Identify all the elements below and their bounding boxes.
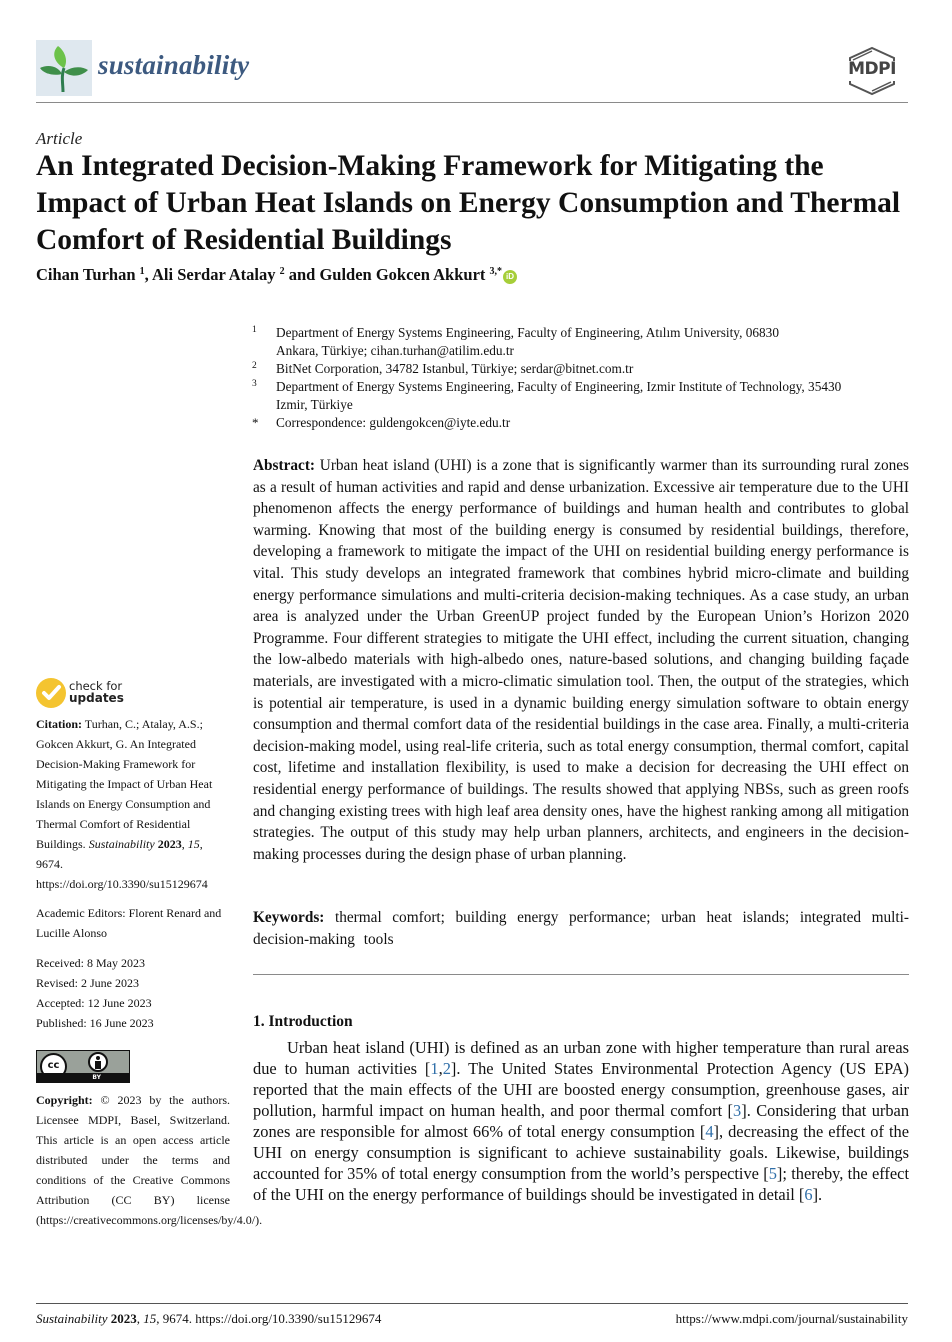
check-updates-line2: updates [69,691,124,705]
attribution-person-icon [88,1052,108,1072]
citation-label: Citation: [36,717,82,731]
citation-volume: 15 [187,837,200,851]
affiliation-text: Department of Energy Systems Engineering, Faculty of Engineering, Izmir Institute of Technology, 35430 Izmir, Türkiye [276,379,842,412]
citation-text: Turhan, C.; Atalay, A.S.; Gokcen Akkurt, G. An Integrated Decision-Making Framework for Mitigating the Impact of Urban Heat Islands on Energy Consumption and Thermal Comfort of Residential Buildings. [36,717,213,851]
publication-dates [36,953,232,1033]
check-updates-line1: check for [69,679,123,693]
author-separator: , [144,265,152,284]
abstract [253,455,909,865]
footer-journal-url[interactable]: https://www.mdpi.com/journal/sustainability [675,1311,908,1326]
journal-name: sustainability [98,50,250,80]
citation-block: Citation: Turhan, C.; Atalay, A.S.; Gokcen Akkurt, G. An Integrated Decision-Making Framework for Mitigating the Impact of Urban Heat Islands on Energy Consumption and Thermal Comfort of Residential Buildings. Sustainability 2023, 15, 9674. https://doi.org/10.3390/su15129674 [36,717,213,891]
academic-editors: Academic Editors: Florent Renard and Lucille Alonso [36,906,222,940]
copyright-text: © 2023 by the authors. Licensee MDPI, Basel, Switzerland. This article is an open access article distributed under the terms and conditions of the Creative Commons Attribution (CC BY) license (https://creativecommons.org/licenses/by/4.0/). [36,1093,263,1227]
reference-link[interactable]: 5 [768,1164,777,1183]
date-received: Received: 8 May 2023 [36,956,145,970]
affiliation-text: Department of Energy Systems Engineering, Faculty of Engineering, Atılım University, 06830 Ankara, Türkiye; cihan.turhan@atilim.edu.tr [276,325,779,358]
check-for-updates-button[interactable] [36,678,156,710]
copyright-label: Copyright: [36,1093,93,1107]
reference-link[interactable]: 6 [804,1185,813,1204]
footer-doi-link[interactable]: , 9674. https://doi.org/10.3390/su15129674 [156,1311,382,1326]
intro-text: ]. Considering that urban zones are responsible for almost 66% of total energy consumption [ [253,1101,910,1141]
intro-text: ]; thereby, the effect of the UHI on the energy performance of buildings should be investigated in detail [ [253,1164,909,1204]
article-title: An Integrated Decision-Making Framework for Mitigating the Impact of Urban Heat Islands on Energy Consumption and Thermal Comfort of Residential Buildings [36,150,901,256]
footer-divider [36,1303,908,1304]
keywords-label: Keywords: [253,909,325,926]
footer-citation: Sustainability 2023, 15, 9674. https://doi.org/10.3390/su15129674 [36,1311,382,1326]
section-divider [253,974,909,975]
author-separator: and [284,265,320,284]
journal-logo [36,40,92,96]
reference-link[interactable]: 4 [705,1122,714,1141]
reference-link[interactable]: 1 [430,1059,439,1078]
author-name[interactable]: Cihan Turhan [36,265,136,284]
mdpi-logo [836,46,908,96]
author-name[interactable]: Gulden Gokcen Akkurt [319,265,486,284]
keywords [253,907,909,950]
affiliations [252,324,912,432]
author-affil-mark: 2 [279,266,285,277]
affiliation-item [252,414,912,432]
affiliation-mark: 1 [252,325,257,335]
reference-link[interactable]: 3 [733,1101,742,1120]
by-label: BY [92,1074,101,1081]
citation-doi-link[interactable]: 9674. https://doi.org/10.3390/su15129674 [36,857,208,891]
leaf-sprout-icon [36,40,92,96]
intro-text: ]. The United States Environmental Protection Agency (US EPA) reported that the main effects of the UHI are boosted energy consumption, greenhouse gases, air pollution, harmful impact on human health, and poor thermal comfort [ [253,1059,909,1120]
affiliation-item [252,378,912,414]
author-name[interactable]: Ali Serdar Atalay [152,265,276,284]
affiliation-item [252,324,912,360]
author-affil-mark: 3,* [489,266,503,277]
citation-year: 2023 [157,837,182,851]
reference-link[interactable]: 2 [442,1059,451,1078]
footer-volume: 15 [143,1311,157,1326]
copyright-notice [36,1090,263,1230]
keywords-text: thermal comfort; building energy performance; urban heat islands; integrated multi-decision-making tools [253,909,909,948]
intro-text: , [438,1059,443,1078]
check-badge-icon [36,678,66,708]
introduction-paragraph [253,1037,909,1205]
date-published: Published: 16 June 2023 [36,1016,154,1030]
abstract-text: Urban heat island (UHI) is a zone that is significantly warmer than its surrounding rural zones as a result of human activities and rapid and dense urbanization. Excessive air temperature due to the UHI phenomenon affects the energy performance of buildings and human health and contributes to global warming. Knowing that most of the building energy is consumed by residential buildings, therefore, developing a framework to mitigate the impact of the UHI on residential building energy performance is vital. This study develops an integrated framework that combines hybrid micro-climate and building energy performance simulations and multi-criteria decision-making techniques. As a case study, an urban area is analyzed under the Urban GreenUP project funded by the European Union’s Horizon 2020 Programme. Four different strategies to mitigate the UHI effect, including the current situation, changing the low-albedo materials with high-albedo ones, nature-based solutions, and changing building façade materials, are investigated with a micro-climatic simulation tool. Then, the output of the strategies, which is potential air temperature, is used in a dynamic building energy simulation software to obtain energy consumption and thermal comfort data of the residential buildings in the case area. Finally, a multi-criteria decision-making model, using real-life criteria, such as total energy consumption, thermal comfort, capital cost, lifetime and installation flexibility, is used to make a decision for decreasing the UHI effect on residential energy performance of buildings. The results showed that applying NBSs, such as green roofs and changing existing trees with high leaf area density ones, have the highest ranking among all mitigation strategies. The output of this study may help urban planners, architects, and engineers in the decision-making processes during the design phase of urban planning. [253,457,909,863]
intro-text: Urban heat island (UHI) is defined as an urban zone with higher temperature than rural areas due to human activities [ [253,1038,909,1078]
affiliation-mark: 3 [252,379,257,389]
affiliation-mark: * [252,415,259,430]
author-affil-mark: 1 [139,266,145,277]
abstract-label: Abstract: [253,457,316,474]
affiliation-text: BitNet Corporation, 34782 Istanbul, Türkiye; serdar@bitnet.com.tr [276,361,634,376]
mdpi-logo-text: MDPI [848,59,896,79]
affiliation-item [252,360,912,378]
affiliation-mark: 2 [252,361,257,371]
footer-journal: Sustainability [36,1311,108,1326]
article-type: Article [36,129,83,148]
date-revised: Revised: 2 June 2023 [36,976,139,990]
footer-year: 2023 [110,1311,137,1326]
creative-commons-icon: cc [40,1053,67,1080]
affiliation-text: Correspondence: guldengokcen@iyte.edu.tr [276,415,511,430]
author-list [36,265,517,285]
intro-text: ]. [812,1185,823,1204]
cc-by-license-badge[interactable] [36,1050,130,1083]
orcid-icon[interactable]: iD [503,270,517,284]
header-divider [36,102,908,103]
intro-text: ], decreasing the effect of the UHI on energy consumption is significant to achieve sustainability goals. Likewise, buildings accounted for 35% of total energy consumption from the world’s perspective [ [253,1122,909,1183]
section-heading: 1. Introduction [253,1013,353,1030]
citation-journal: Sustainability [88,837,155,851]
date-accepted: Accepted: 12 June 2023 [36,996,152,1010]
